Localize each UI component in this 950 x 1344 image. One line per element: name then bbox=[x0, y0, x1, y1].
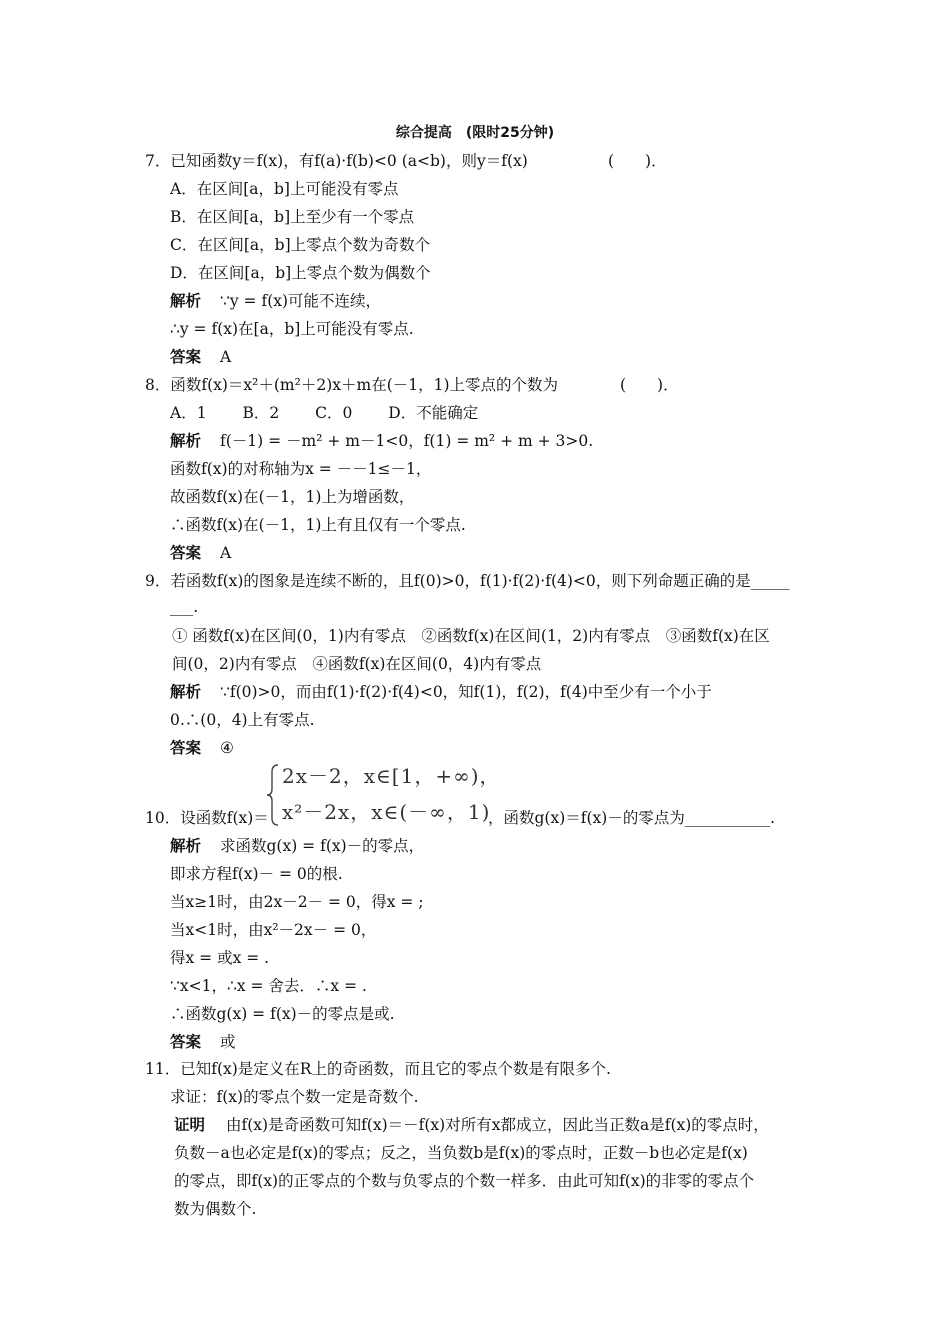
q9-options: ① 函数f(x)在区间(0，1)内有零点 ②函数f(x)在区间(1，2)内有零点 ③函数f(x)在区 bbox=[172, 627, 770, 645]
q8-options: A．1 B．2 C．0 D．不能确定 bbox=[170, 404, 479, 422]
q7-analysis-label: 解析 bbox=[170, 292, 202, 310]
q7-analysis-line: ∴y = f(x)在[a，b]上可能没有零点. bbox=[170, 320, 414, 338]
q10-analysis-line: 当x<1时，由x²－2x－ = 0， bbox=[170, 921, 377, 939]
q7-option-c: C．在区间[a，b]上零点个数为奇数个 bbox=[170, 236, 431, 254]
q10-analysis-line: ∴函数g(x) = f(x)－的零点是或. bbox=[170, 1005, 395, 1023]
q7-option-b: B．在区间[a，b]上至少有一个零点 bbox=[170, 208, 415, 226]
q10-stem-suffix: ，函数g(x)＝f(x)－的零点为___________. bbox=[488, 809, 776, 827]
q9-analysis-label: 解析 bbox=[170, 683, 202, 701]
q7-option-d: D．在区间[a，b]上零点个数为偶数个 bbox=[170, 264, 431, 282]
q9-stem-cont: ___. bbox=[170, 598, 199, 616]
q11-proof-line: 由f(x)是奇函数可知f(x)＝－f(x)对所有x都成立，因此当正数a是f(x)的零点时， bbox=[226, 1116, 769, 1134]
q9-stem: 9．若函数f(x)的图象是连续不断的，且f(0)>0，f(1)·f(2)·f(4)<0，则下列命题正确的是_____ bbox=[145, 572, 790, 590]
q9-analysis-line: ∵f(0)>0，而由f(1)·f(2)·f(4)<0，知f(1)，f(2)，f(4)中至少有一个小于 bbox=[220, 683, 712, 701]
q7-blank: ( )． bbox=[608, 152, 667, 170]
q11-proof-label: 证明 bbox=[174, 1116, 206, 1134]
q7-analysis-line: ∵y = f(x)可能不连续， bbox=[220, 292, 382, 310]
q8-answer: A bbox=[220, 544, 232, 562]
q7-option-a: A．在区间[a，b]上可能没有零点 bbox=[170, 180, 399, 198]
q8-analysis-line: ∴函数f(x)在(－1，1)上有且仅有一个零点. bbox=[170, 516, 466, 534]
q9-answer-label: 答案 bbox=[170, 739, 202, 757]
q8-analysis-line: 函数f(x)的对称轴为x = －－1≤－1， bbox=[170, 460, 432, 478]
q7-stem: 7．已知函数y＝f(x)，有f(a)·f(b)<0 (a<b)，则y＝f(x) bbox=[145, 152, 528, 170]
q8-blank: ( )． bbox=[620, 376, 679, 394]
q11-stem-cont: 求证：f(x)的零点个数一定是奇数个. bbox=[170, 1088, 419, 1106]
q10-analysis-line: 即求方程f(x)－ = 0的根. bbox=[170, 865, 343, 883]
q9-answer: ④ bbox=[220, 739, 234, 757]
q8-analysis-line: f(－1) = －m² + m－1<0，f(1) = m² + m + 3>0. bbox=[220, 432, 594, 450]
q10-answer: 或 bbox=[220, 1033, 236, 1051]
q8-answer-label: 答案 bbox=[170, 544, 202, 562]
piecewise-case-1: 2x－2，x∈[1，+∞)， bbox=[282, 764, 501, 788]
q10-answer-label: 答案 bbox=[170, 1033, 202, 1051]
q8-stem: 8．函数f(x)＝x²＋(m²＋2)x＋m在(－1，1)上零点的个数为 bbox=[145, 376, 559, 394]
piecewise-case-2: x²－2x，x∈(－∞，1) bbox=[282, 800, 491, 824]
q7-answer: A bbox=[220, 348, 232, 366]
q10-analysis-line: ∵x<1，∴x = 舍去．∴x = . bbox=[170, 977, 367, 995]
q10-analysis-line: 当x≥1时，由2x－2－ = 0，得x = ; bbox=[170, 893, 424, 911]
q10-stem-prefix: 10．设函数f(x)＝ bbox=[145, 809, 269, 827]
q7-answer-label: 答案 bbox=[170, 348, 202, 366]
q8-analysis-line: 故函数f(x)在(－1，1)上为增函数， bbox=[170, 488, 415, 506]
q8-analysis-label: 解析 bbox=[170, 432, 202, 450]
q10-analysis-line: 求函数g(x) = f(x)－的零点， bbox=[220, 837, 425, 855]
q9-analysis-line: 0.∴(0，4)上有零点. bbox=[170, 711, 315, 729]
q10-analysis-line: 得x = 或x = . bbox=[170, 949, 270, 967]
q11-stem: 11．已知f(x)是定义在R上的奇函数，而且它的零点个数是有限多个. bbox=[145, 1060, 611, 1078]
q11-proof-line: 数为偶数个. bbox=[174, 1200, 257, 1218]
q11-proof-line: 的零点，即f(x)的正零点的个数与负零点的个数一样多．由此可知f(x)的非零的零点个 bbox=[174, 1172, 755, 1190]
section-title: 综合提高 (限时25分钟) bbox=[395, 125, 555, 141]
q11-proof-line: 负数－a也必定是f(x)的零点；反之，当负数b是f(x)的零点时，正数－b也必定是f(x) bbox=[174, 1144, 748, 1162]
q10-analysis-label: 解析 bbox=[170, 837, 202, 855]
q9-options: 间(0，2)内有零点 ④函数f(x)在区间(0，4)内有零点 bbox=[172, 655, 542, 673]
